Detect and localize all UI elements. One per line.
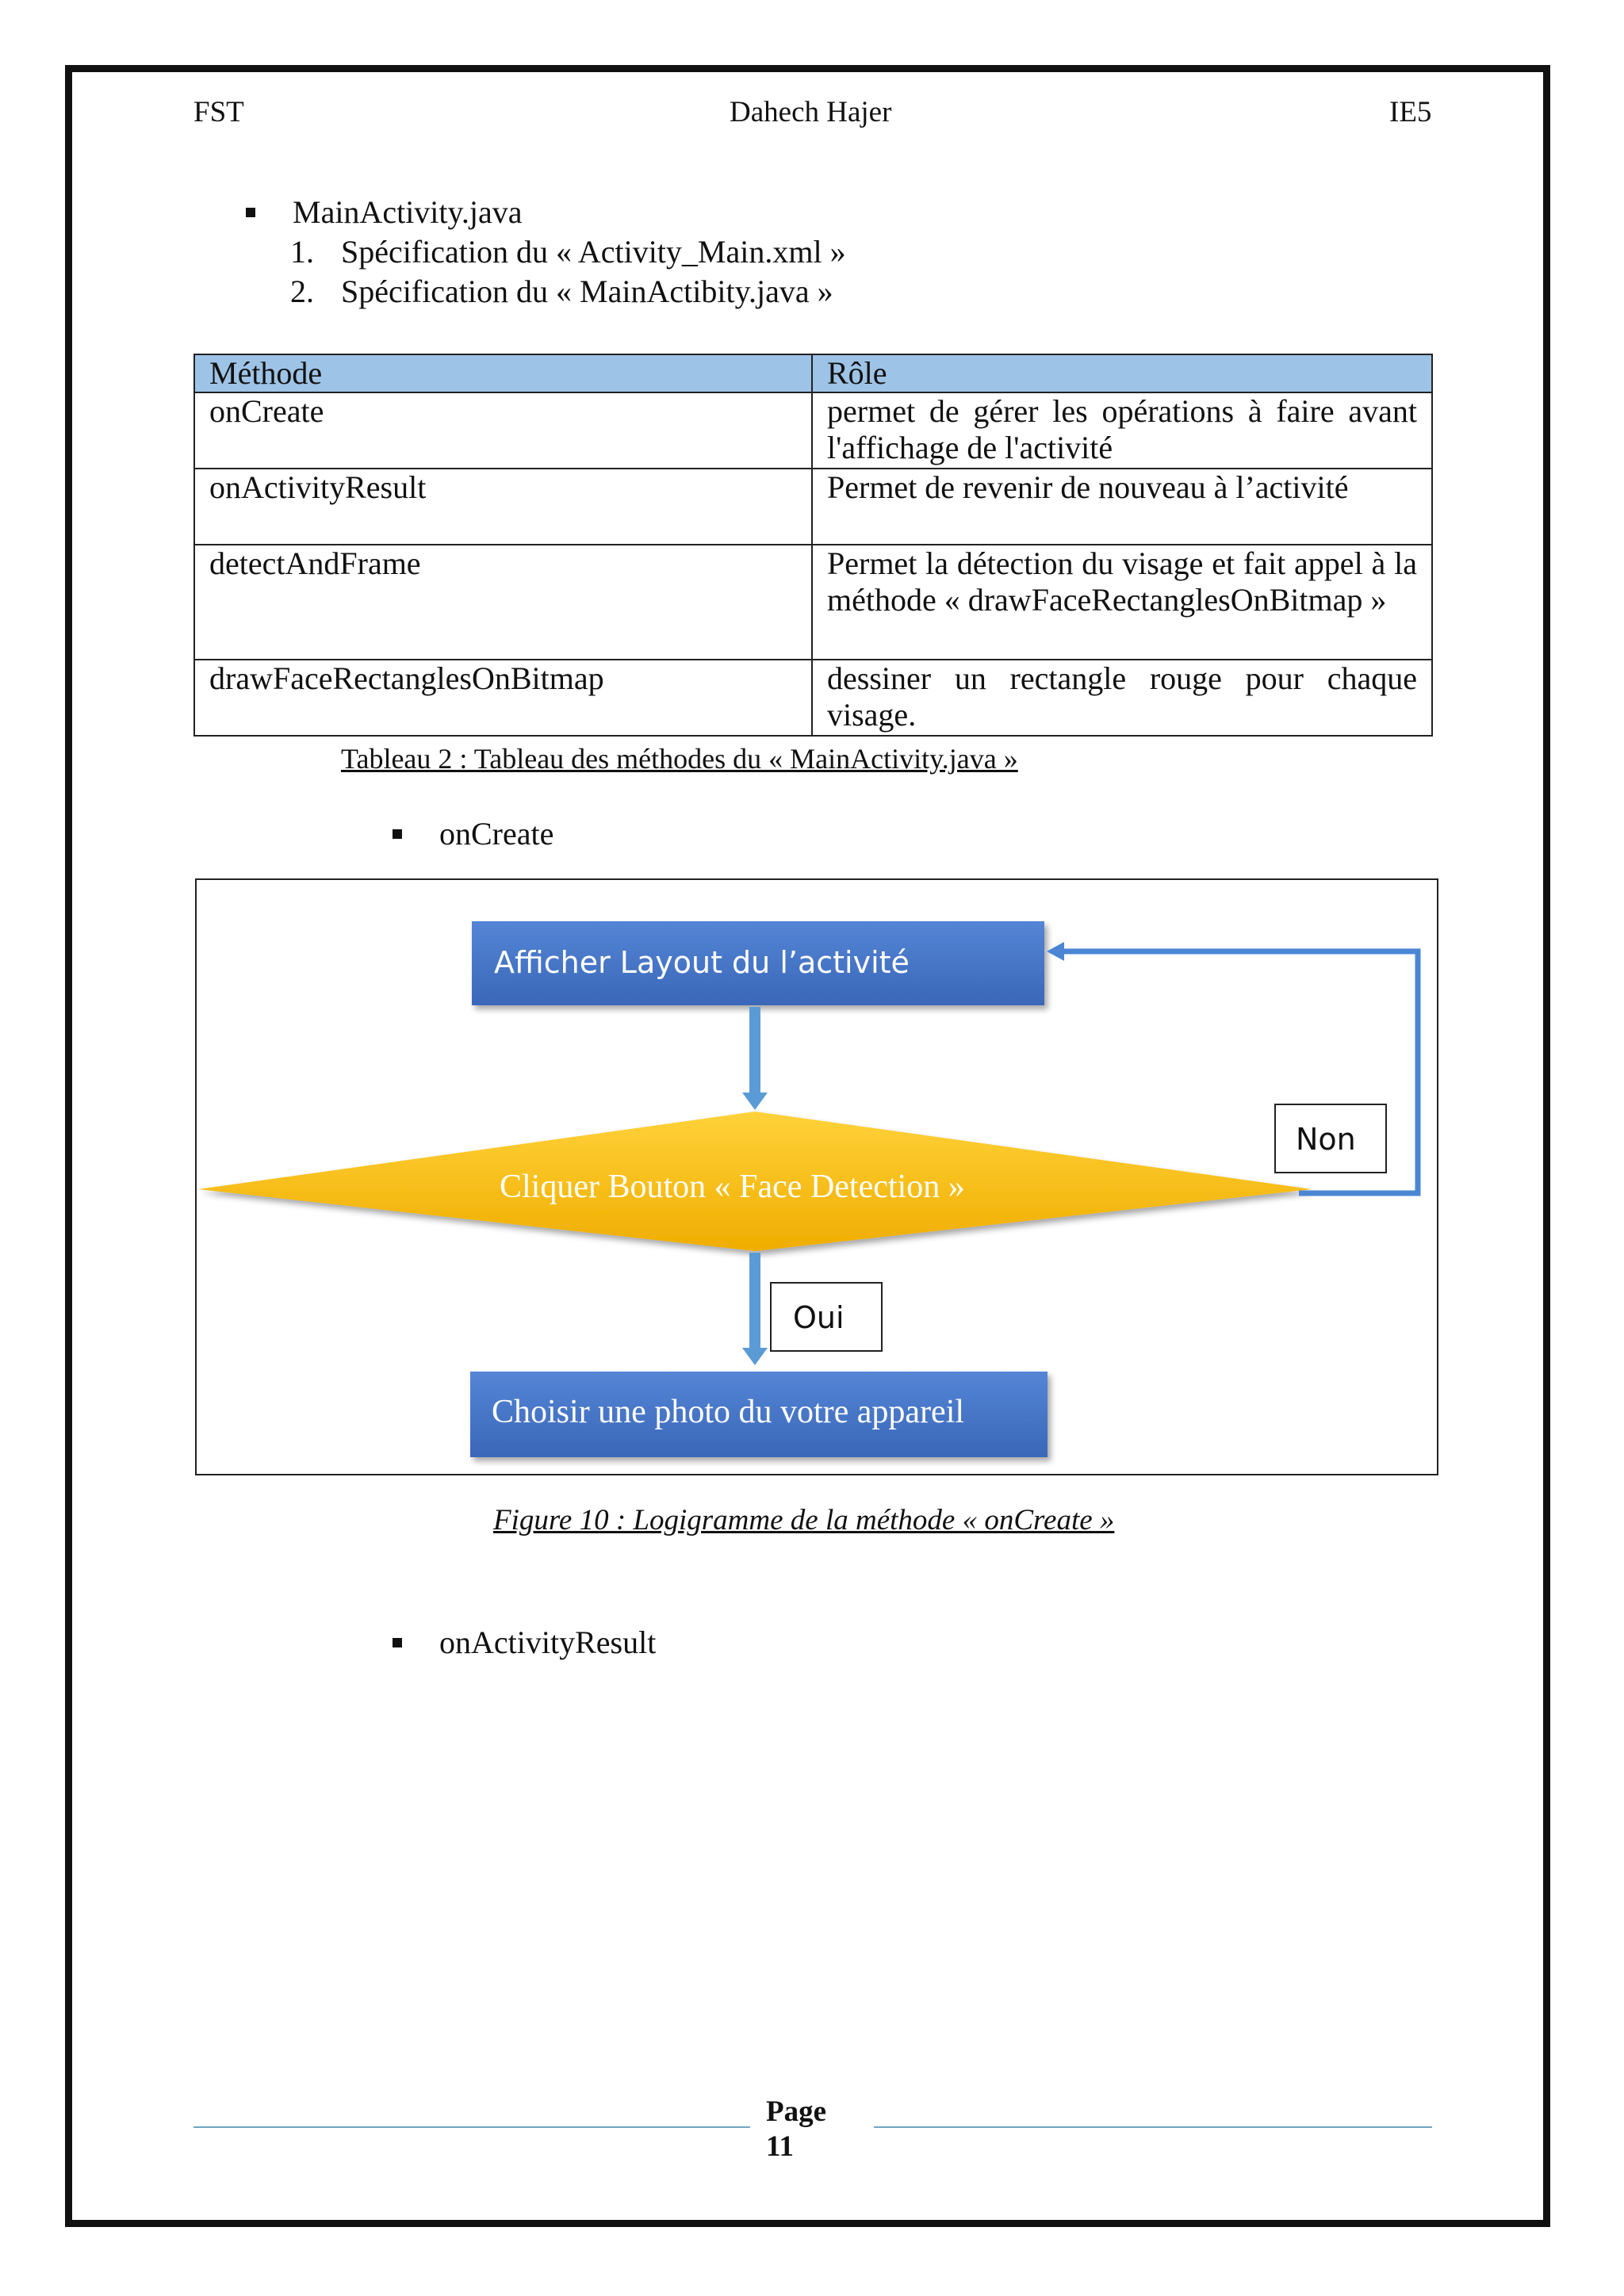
table-cell-role: Permet de revenir de nouveau à l’activité <box>812 469 1432 545</box>
table-cell-method: onActivityResult <box>194 469 812 545</box>
flowchart-figure <box>195 878 1438 1475</box>
bullet-square-icon <box>393 829 402 839</box>
table-header-method: Méthode <box>194 354 812 392</box>
flowchart-svg <box>197 880 1437 1474</box>
page-number-value: 11 <box>766 2130 794 2163</box>
flow-box-choose-photo-label: Choisir une photo du votre appareil <box>492 1394 965 1430</box>
flow-loop-arrowhead <box>1047 942 1064 961</box>
methods-table <box>193 354 1433 737</box>
list-item-1-text: Spécification du « Activity_Main.xml » <box>341 234 846 270</box>
header-right: IE5 <box>1389 96 1432 128</box>
table-row <box>194 545 1432 660</box>
flow-decision-label: Cliquer Bouton « Face Detection » <box>500 1169 965 1205</box>
table-cell-method: detectAndFrame <box>194 545 812 660</box>
table-cell-method: drawFaceRectanglesOnBitmap <box>194 660 812 736</box>
table-cell-role: permet de gérer les opérations à faire avant l'affichage de l'activité <box>812 392 1432 469</box>
list-item-2-number: 2. <box>290 274 314 309</box>
section-oncreate-title: onCreate <box>439 816 554 851</box>
table-cell-method: onCreate <box>194 392 812 469</box>
flow-arrowhead-1 <box>742 1093 768 1110</box>
table-row <box>194 392 1432 469</box>
page-number <box>766 2095 826 2164</box>
table-caption: Tableau 2 : Tableau des méthodes du « MainActivity.java » <box>341 743 1018 775</box>
page-word: Page <box>766 2095 827 2128</box>
table-cell-role: dessiner un rectangle rouge pour chaque visage. <box>812 660 1432 736</box>
footer-rule-right <box>874 2126 1432 2128</box>
flow-box-display-layout-label: Afficher Layout du l’activité <box>494 945 910 980</box>
bullet-square-icon <box>393 1638 402 1647</box>
figure-caption: Figure 10 : Logigramme de la méthode « onCreate » <box>493 1504 1115 1536</box>
bullet-square-icon <box>246 208 255 217</box>
list-item-2-text: Spécification du « MainActibity.java » <box>341 274 833 309</box>
table-header-role: Rôle <box>812 354 1432 392</box>
flow-label-no: Non <box>1296 1122 1356 1157</box>
header-center: Dahech Hajer <box>730 96 892 128</box>
footer-rule-left <box>193 2126 750 2128</box>
flow-arrowhead-2 <box>742 1348 768 1365</box>
table-row <box>194 660 1432 736</box>
flow-label-yes: Oui <box>793 1300 845 1335</box>
table-cell-role: Permet la détection du visage et fait appel à la méthode « drawFaceRectanglesOnBitmap » <box>812 545 1432 660</box>
header-left: FST <box>193 96 244 128</box>
flow-arrow-down-1 <box>749 1007 760 1094</box>
section-onactivityresult-title: onActivityResult <box>439 1624 657 1660</box>
table-header-row <box>194 354 1432 392</box>
table-row <box>194 469 1432 545</box>
intro-bullet-text: MainActivity.java <box>293 194 523 230</box>
flow-arrow-down-2 <box>749 1253 760 1349</box>
list-item-1-number: 1. <box>290 234 314 270</box>
